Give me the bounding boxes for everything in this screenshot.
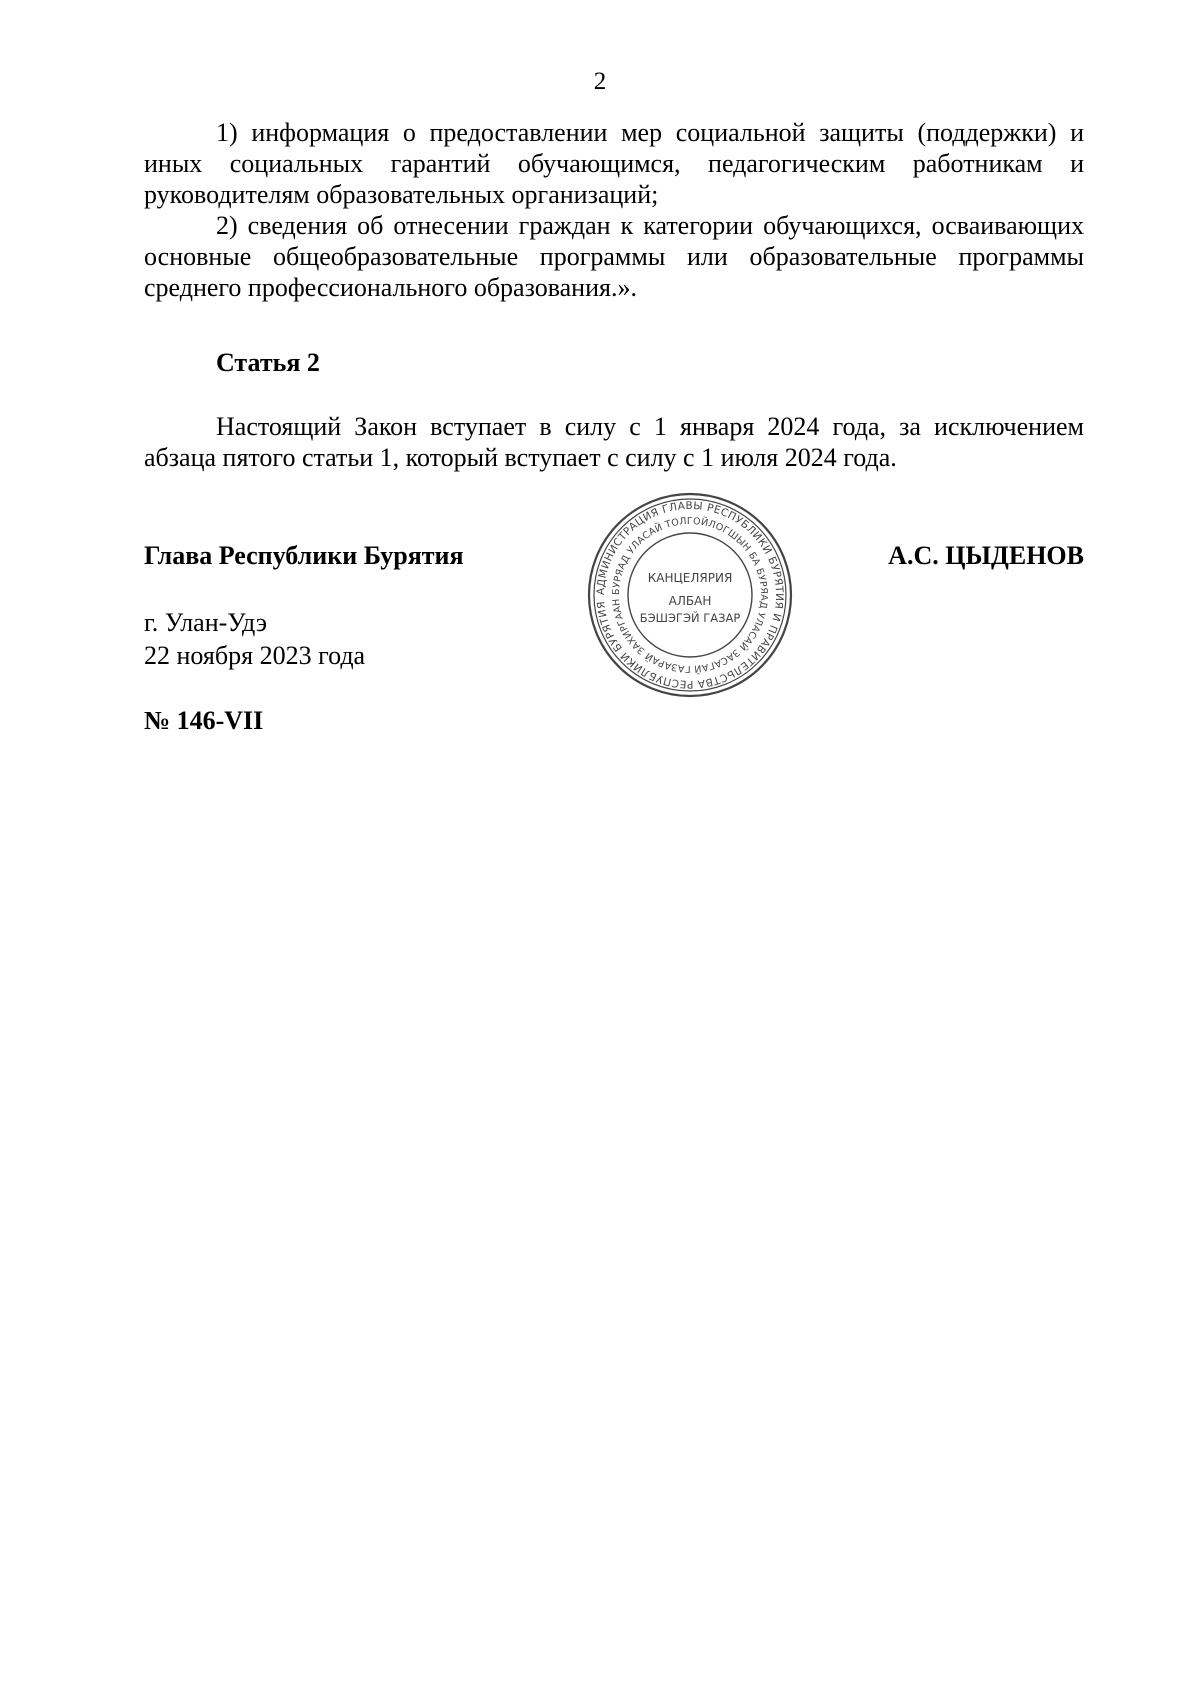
law-number: № 146-VII [144, 706, 264, 735]
article-2-heading: Статья 2 [216, 348, 320, 377]
article-2-text: Настоящий Закон вступает в силу с 1 января 2024 года, за исключением абзаца пятого статьи 1, который вступает с силу с 1 июля 2024 года. [144, 412, 1084, 472]
paragraph-item-1: 1) информация о предоставлении мер социальной защиты (поддержки) и иных социальных гарантий обучающимся, педагогическим работникам и руководителям образовательных организаций; [144, 118, 1084, 209]
seal-graphic [585, 490, 795, 700]
section-1-body [144, 117, 1084, 303]
seal-line-1: КАНЦЕЛЯРИЯ [647, 571, 733, 585]
article-2-body [144, 411, 1084, 473]
date-label: 22 ноября 2023 года [144, 641, 366, 670]
place-and-date [144, 606, 365, 672]
page-number: 2 [593, 68, 607, 95]
signatory-name: А.С. ЦЫДЕНОВ [888, 541, 1084, 570]
seal-ring-text: АДМИНИСТРАЦИЯ ГЛАВЫ РЕСПУБЛИКИ БУРЯТИЯ И ПРАВИТЕЛЬСТВА РЕСПУБЛИКИ БУРЯТИЯ [594, 499, 786, 691]
paragraph-item-2: 2) сведения об отнесении граждан к категории обучающихся, осваивающих основные общеобразовательные программы или образовательные программы среднего профессионального образования.». [144, 211, 1084, 302]
seal-ring-inner-text: БУРЯАД УЛАСАЙ ТОЛГОЙЛОГШЫН БА БУРЯАД УЛАСАЙ ЗАСАГАЙ ГАЗАРАЙ ЗАХИРГААН [610, 515, 770, 675]
seal-line-2: АЛБАН [668, 594, 712, 608]
official-seal-stamp [585, 490, 795, 700]
signatory-title: Глава Республики Бурятия [144, 541, 464, 570]
seal-line-3: БЭШЭГЭЙ ГАЗАР [639, 611, 741, 625]
city-label: г. Улан-Удэ [144, 608, 268, 637]
